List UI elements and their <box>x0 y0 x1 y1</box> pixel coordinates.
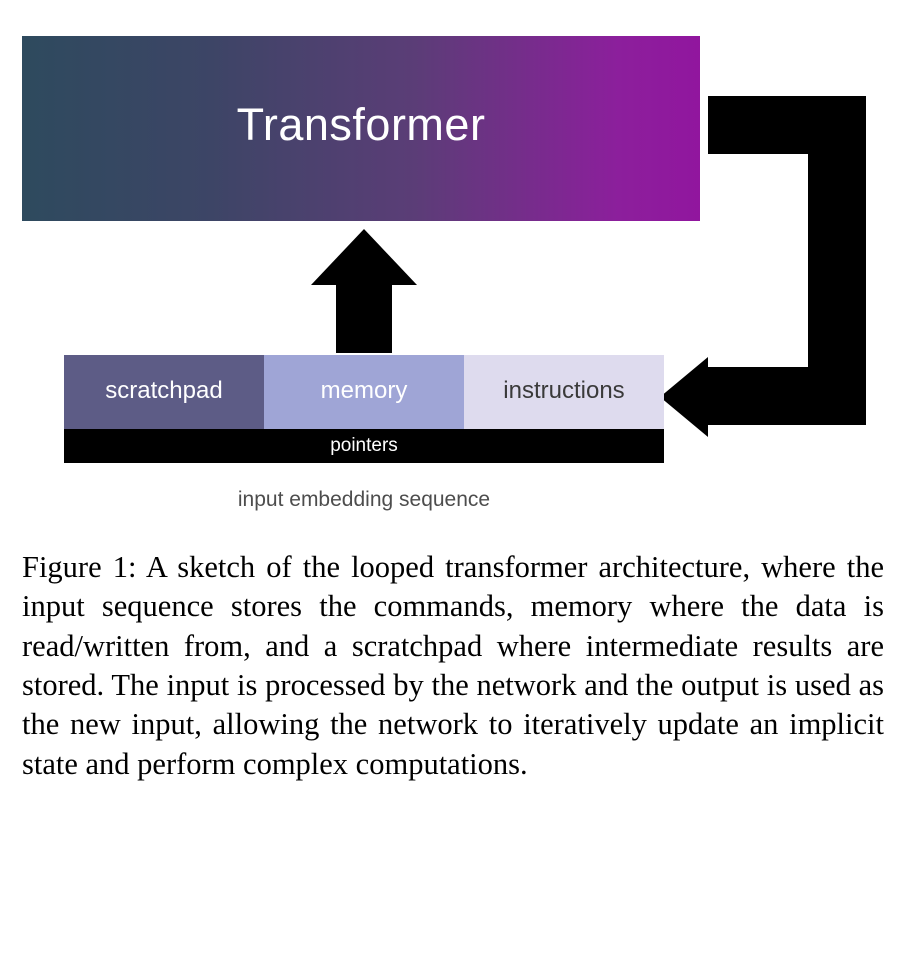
pointers-bar: pointers <box>64 429 664 463</box>
input-embedding-sequence <box>64 355 664 463</box>
figure-caption-text: A sketch of the looped transformer architecture, where the input sequence stores the commands, memory where the data is read/written from, and a scratchpad where intermediate results are stored. The input is processed by the network and the output is used as the new input, allowing the network to iteratively update an implicit state and perform complex computations. <box>22 550 884 781</box>
feedback-loop-arrowhead-icon <box>660 357 708 437</box>
figure-caption-label: Figure 1: <box>22 550 137 584</box>
input-arrow-shaft <box>336 281 392 353</box>
figure-caption <box>22 548 884 784</box>
sequence-cell-memory: memory <box>264 355 464 429</box>
transformer-block <box>22 36 700 221</box>
sequence-caption: input embedding sequence <box>237 488 491 511</box>
transformer-label: Transformer <box>236 99 486 150</box>
sequence-cell-scratchpad: scratchpad <box>64 355 264 429</box>
sequence-cell-instructions: instructions <box>464 355 664 429</box>
feedback-loop-bottom-segment <box>700 367 866 425</box>
sequence-cells <box>64 355 664 429</box>
feedback-loop-right-segment <box>808 96 866 396</box>
input-arrow-head-icon <box>311 229 417 285</box>
